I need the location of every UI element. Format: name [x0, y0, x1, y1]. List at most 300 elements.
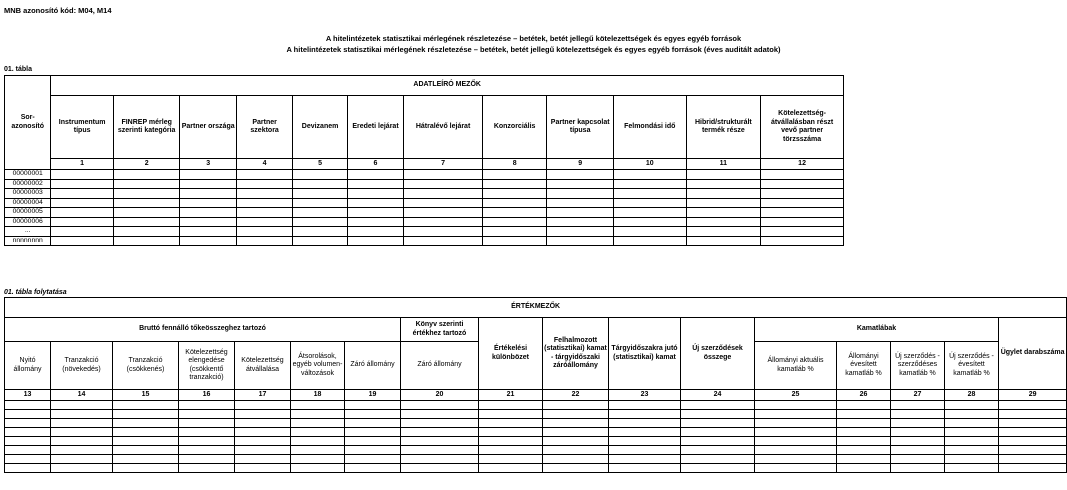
empty-cell: [755, 401, 837, 410]
empty-cell: [479, 464, 543, 473]
empty-cell: [236, 179, 292, 189]
empty-cell: [404, 189, 483, 199]
empty-cell: [891, 419, 945, 428]
table1-col-number: 12: [761, 159, 844, 170]
empty-cell: [51, 464, 113, 473]
empty-cell: [543, 455, 609, 464]
empty-cell: [686, 189, 761, 199]
empty-cell: [236, 217, 292, 227]
table2-col-number: 25: [755, 390, 837, 401]
empty-cell: [891, 401, 945, 410]
empty-cell: [999, 401, 1067, 410]
empty-cell: [5, 428, 51, 437]
empty-cell: [347, 227, 403, 237]
empty-cell: [681, 446, 755, 455]
table2-col-header: Új szerződés - szerződéses kamatláb %: [891, 342, 945, 390]
empty-cell: [235, 419, 291, 428]
value-fields-header: ÉRTÉKMEZŐK: [5, 298, 1067, 318]
col23-header: Tárgyidőszakra jutó (statisztikai) kamat: [609, 318, 681, 390]
empty-cell: [609, 437, 681, 446]
empty-cell: [51, 455, 113, 464]
col24-header: Új szerződések összege: [681, 318, 755, 390]
empty-cell: [180, 170, 236, 180]
empty-cell: [837, 419, 891, 428]
table2-col-header: Tranzakció (növekedés): [51, 342, 113, 390]
table-row: [5, 189, 844, 199]
empty-cell: [401, 446, 479, 455]
empty-cell: [404, 170, 483, 180]
empty-cell: [479, 410, 543, 419]
empty-cell: [686, 236, 761, 246]
empty-cell: [293, 217, 347, 227]
empty-cell: [5, 419, 51, 428]
empty-cell: [543, 464, 609, 473]
empty-cell: [291, 410, 345, 419]
table2-col-number: 13: [5, 390, 51, 401]
empty-cell: [609, 455, 681, 464]
empty-cell: [761, 208, 844, 218]
empty-cell: [113, 455, 179, 464]
empty-cell: [999, 455, 1067, 464]
table1-col-number: 4: [236, 159, 292, 170]
empty-cell: [891, 410, 945, 419]
empty-cell: [761, 236, 844, 246]
empty-cell: [5, 464, 51, 473]
empty-cell: [609, 419, 681, 428]
empty-cell: [945, 464, 999, 473]
table1-col-header: Hátralévő lejárat: [404, 96, 483, 159]
row-id-cell: nnnnnnnn: [5, 236, 51, 246]
empty-cell: [609, 446, 681, 455]
empty-cell: [482, 208, 547, 218]
empty-cell: [235, 446, 291, 455]
empty-cell: [113, 428, 179, 437]
empty-cell: [180, 179, 236, 189]
empty-cell: [543, 401, 609, 410]
table1-col-header: Partner országa: [180, 96, 236, 159]
table1-col-header: Hibrid/strukturált termék része: [686, 96, 761, 159]
empty-cell: [945, 455, 999, 464]
empty-cell: [999, 428, 1067, 437]
empty-cell: [51, 179, 114, 189]
table2-col-header: Állományi évesített kamatláb %: [837, 342, 891, 390]
empty-cell: [681, 464, 755, 473]
empty-cell: [547, 170, 614, 180]
empty-cell: [51, 227, 114, 237]
empty-cell: [51, 419, 113, 428]
empty-cell: [613, 227, 686, 237]
empty-cell: [482, 189, 547, 199]
empty-cell: [999, 437, 1067, 446]
empty-cell: [479, 446, 543, 455]
empty-cell: [543, 446, 609, 455]
empty-cell: [293, 189, 347, 199]
row-id-cell: 00000004: [5, 198, 51, 208]
empty-cell: [404, 198, 483, 208]
empty-cell: [347, 236, 403, 246]
empty-cell: [681, 410, 755, 419]
table1-col-number: 5: [293, 159, 347, 170]
empty-cell: [113, 189, 180, 199]
table1-col-header: Konzorciális: [482, 96, 547, 159]
empty-cell: [113, 419, 179, 428]
table1-col-number: 1: [51, 159, 114, 170]
empty-cell: [179, 410, 235, 419]
empty-cell: [293, 179, 347, 189]
empty-cell: [235, 437, 291, 446]
table2-col-number: 27: [891, 390, 945, 401]
table2-col-header: Kötelezettség átvállalása: [235, 342, 291, 390]
empty-cell: [113, 179, 180, 189]
empty-cell: [609, 464, 681, 473]
empty-cell: [891, 437, 945, 446]
empty-cell: [51, 437, 113, 446]
table2-col-number: 22: [543, 390, 609, 401]
table2-value-fields-grid: [4, 297, 1067, 473]
empty-cell: [293, 198, 347, 208]
empty-cell: [686, 170, 761, 180]
empty-cell: [347, 198, 403, 208]
table-row: [5, 455, 1067, 464]
empty-cell: [891, 464, 945, 473]
empty-cell: [613, 198, 686, 208]
empty-cell: [236, 236, 292, 246]
table2-col-header: Új szerződés - évesített kamatláb %: [945, 342, 999, 390]
empty-cell: [761, 217, 844, 227]
table2-col-number: 26: [837, 390, 891, 401]
empty-cell: [345, 446, 401, 455]
empty-cell: [945, 428, 999, 437]
empty-cell: [236, 170, 292, 180]
table1-col-header: Kötelezettség-átvállalásban részt vevő partner törzsszáma: [761, 96, 844, 159]
table1-col-number: 6: [347, 159, 403, 170]
empty-cell: [482, 179, 547, 189]
table2-col-number: 23: [609, 390, 681, 401]
empty-cell: [235, 428, 291, 437]
empty-cell: [755, 446, 837, 455]
empty-cell: [837, 401, 891, 410]
empty-cell: [180, 227, 236, 237]
table2-col-number: 29: [999, 390, 1067, 401]
table-row: [5, 227, 844, 237]
table-row: [5, 179, 844, 189]
empty-cell: [547, 198, 614, 208]
empty-cell: [291, 464, 345, 473]
empty-cell: [761, 227, 844, 237]
empty-cell: [5, 446, 51, 455]
table2-col-header: Átsorolások, egyéb volumen-változások: [291, 342, 345, 390]
empty-cell: [347, 189, 403, 199]
empty-cell: [179, 464, 235, 473]
empty-cell: [345, 455, 401, 464]
empty-cell: [999, 446, 1067, 455]
table-row: [5, 208, 844, 218]
empty-cell: [482, 217, 547, 227]
empty-cell: [999, 419, 1067, 428]
table2-col-number: 20: [401, 390, 479, 401]
empty-cell: [547, 217, 614, 227]
empty-cell: [686, 208, 761, 218]
empty-cell: [404, 208, 483, 218]
table-row: [5, 170, 844, 180]
empty-cell: [479, 428, 543, 437]
empty-cell: [293, 170, 347, 180]
table2-col-number: 19: [345, 390, 401, 401]
table-row: [5, 419, 1067, 428]
empty-cell: [945, 410, 999, 419]
empty-cell: [547, 227, 614, 237]
empty-cell: [293, 227, 347, 237]
table-row: [5, 464, 1067, 473]
empty-cell: [609, 428, 681, 437]
mnb-code-label: MNB azonosító kód: M04, M14: [4, 6, 112, 15]
empty-cell: [404, 217, 483, 227]
table1-col-number: 3: [180, 159, 236, 170]
empty-cell: [613, 217, 686, 227]
empty-cell: [51, 189, 114, 199]
empty-cell: [293, 208, 347, 218]
empty-cell: [613, 179, 686, 189]
empty-cell: [681, 401, 755, 410]
empty-cell: [609, 401, 681, 410]
table1-col-header: Partner kapcsolat típusa: [547, 96, 614, 159]
empty-cell: [113, 236, 180, 246]
empty-cell: [179, 455, 235, 464]
empty-cell: [547, 208, 614, 218]
table2-col-header: Állományi aktuális kamatláb %: [755, 342, 837, 390]
empty-cell: [179, 428, 235, 437]
empty-cell: [5, 455, 51, 464]
empty-cell: [755, 410, 837, 419]
row-id-cell: 00000003: [5, 189, 51, 199]
empty-cell: [686, 227, 761, 237]
empty-cell: [291, 428, 345, 437]
empty-cell: [482, 236, 547, 246]
empty-cell: [837, 446, 891, 455]
empty-cell: [51, 217, 114, 227]
table2-col-number: 28: [945, 390, 999, 401]
empty-cell: [236, 198, 292, 208]
empty-cell: [401, 419, 479, 428]
empty-cell: [404, 227, 483, 237]
empty-cell: [236, 208, 292, 218]
table2-label: 01. tábla folytatása: [4, 289, 67, 296]
row-id-cell: 00000001: [5, 170, 51, 180]
report-title-line-2: A hitelintézetek statisztikai mérlegének részletezése – betétek, betét jellegű kötelezettségek és egyes egyéb források (éves auditált adatok): [286, 45, 781, 54]
empty-cell: [51, 401, 113, 410]
empty-cell: [113, 446, 179, 455]
table-row: [5, 217, 844, 227]
empty-cell: [479, 437, 543, 446]
col29-header: Ügylet darabszáma: [999, 318, 1067, 390]
empty-cell: [681, 455, 755, 464]
empty-cell: [291, 419, 345, 428]
empty-cell: [5, 437, 51, 446]
table2-col-header: Tranzakció (csökkenés): [113, 342, 179, 390]
empty-cell: [113, 227, 180, 237]
empty-cell: [404, 179, 483, 189]
empty-cell: [51, 198, 114, 208]
book-value-subheader: Könyv szerinti értékhez tartozó: [401, 318, 479, 342]
empty-cell: [180, 208, 236, 218]
empty-cell: [891, 455, 945, 464]
empty-cell: [5, 410, 51, 419]
table2-col-number: 14: [51, 390, 113, 401]
empty-cell: [51, 428, 113, 437]
table1-col-number: 9: [547, 159, 614, 170]
table2-col-header: Nyitó állomány: [5, 342, 51, 390]
empty-cell: [291, 437, 345, 446]
empty-cell: [113, 464, 179, 473]
table-row: [5, 401, 1067, 410]
table2-col-header: Záró állomány: [345, 342, 401, 390]
interest-rates-subheader: Kamatlábak: [755, 318, 999, 342]
empty-cell: [113, 217, 180, 227]
empty-cell: [51, 446, 113, 455]
empty-cell: [113, 437, 179, 446]
empty-cell: [479, 419, 543, 428]
empty-cell: [837, 464, 891, 473]
empty-cell: [113, 401, 179, 410]
empty-cell: [291, 446, 345, 455]
empty-cell: [543, 428, 609, 437]
empty-cell: [686, 198, 761, 208]
empty-cell: [404, 236, 483, 246]
table1-label: 01. tábla: [4, 66, 33, 73]
empty-cell: [681, 437, 755, 446]
empty-cell: [180, 217, 236, 227]
empty-cell: [837, 428, 891, 437]
empty-cell: [999, 410, 1067, 419]
empty-cell: [761, 170, 844, 180]
empty-cell: [837, 410, 891, 419]
table2-col-header: Kötelezettség elengedése (csökkentő tranzakció): [179, 342, 235, 390]
table2-col-number: 15: [113, 390, 179, 401]
empty-cell: [945, 446, 999, 455]
empty-cell: [51, 170, 114, 180]
row-id-cell: 00000005: [5, 208, 51, 218]
gross-principal-subheader: Bruttó fennálló tőkeösszeghez tartozó: [5, 318, 401, 342]
table2-col-number: 16: [179, 390, 235, 401]
table1-col-header: Eredeti lejárat: [347, 96, 403, 159]
table2-col-number: 17: [235, 390, 291, 401]
empty-cell: [609, 410, 681, 419]
empty-cell: [179, 437, 235, 446]
empty-cell: [891, 446, 945, 455]
table2-col-number: 24: [681, 390, 755, 401]
col22-header: Felhalmozott (statisztikai) kamat - tárgyidőszaki záróállomány: [543, 318, 609, 390]
empty-cell: [837, 455, 891, 464]
table1-col-header: Instrumentum típus: [51, 96, 114, 159]
empty-cell: [51, 236, 114, 246]
table1-col-number: 8: [482, 159, 547, 170]
empty-cell: [293, 236, 347, 246]
empty-cell: [755, 455, 837, 464]
empty-cell: [681, 428, 755, 437]
empty-cell: [235, 455, 291, 464]
empty-cell: [482, 170, 547, 180]
empty-cell: [613, 208, 686, 218]
empty-cell: [613, 189, 686, 199]
table1-col-number: 2: [113, 159, 180, 170]
empty-cell: [235, 410, 291, 419]
empty-cell: [345, 419, 401, 428]
empty-cell: [345, 401, 401, 410]
empty-cell: [681, 419, 755, 428]
empty-cell: [761, 189, 844, 199]
empty-cell: [755, 437, 837, 446]
table2-col-header: Záró állomány: [401, 342, 479, 390]
table1-data-descriptor-grid: [4, 75, 844, 246]
empty-cell: [236, 189, 292, 199]
table1-col-header: FINREP mérleg szerinti kategória: [113, 96, 180, 159]
empty-cell: [347, 208, 403, 218]
empty-cell: [945, 401, 999, 410]
row-id-cell: ...: [5, 227, 51, 237]
table1-col-number: 7: [404, 159, 483, 170]
empty-cell: [755, 419, 837, 428]
descriptor-fields-header: ADATLEÍRÓ MEZŐK: [51, 76, 844, 96]
table-row: [5, 428, 1067, 437]
empty-cell: [613, 236, 686, 246]
table1-col-header: Partner szektora: [236, 96, 292, 159]
empty-cell: [180, 189, 236, 199]
empty-cell: [179, 419, 235, 428]
row-id-cell: 00000002: [5, 179, 51, 189]
empty-cell: [401, 410, 479, 419]
empty-cell: [179, 446, 235, 455]
empty-cell: [401, 464, 479, 473]
empty-cell: [479, 401, 543, 410]
table-row: [5, 446, 1067, 455]
empty-cell: [479, 455, 543, 464]
row-id-header: Sor-azonosító: [5, 76, 51, 170]
empty-cell: [543, 419, 609, 428]
empty-cell: [5, 401, 51, 410]
empty-cell: [945, 437, 999, 446]
empty-cell: [891, 428, 945, 437]
empty-cell: [113, 410, 179, 419]
empty-cell: [755, 428, 837, 437]
empty-cell: [547, 236, 614, 246]
empty-cell: [51, 208, 114, 218]
empty-cell: [613, 170, 686, 180]
table2-col-number: 21: [479, 390, 543, 401]
empty-cell: [180, 198, 236, 208]
empty-cell: [179, 401, 235, 410]
report-title-line-1: A hitelintézetek statisztikai mérlegének részletezése – betétek, betét jellegű kötelezettségek és egyes egyéb források: [325, 34, 742, 43]
empty-cell: [686, 179, 761, 189]
empty-cell: [345, 437, 401, 446]
empty-cell: [999, 464, 1067, 473]
empty-cell: [235, 401, 291, 410]
empty-cell: [547, 189, 614, 199]
table1-col-number: 10: [613, 159, 686, 170]
empty-cell: [113, 208, 180, 218]
empty-cell: [401, 401, 479, 410]
table-row: [5, 198, 844, 208]
table1-col-number: 11: [686, 159, 761, 170]
empty-cell: [401, 437, 479, 446]
empty-cell: [291, 455, 345, 464]
empty-cell: [401, 428, 479, 437]
table-row: [5, 410, 1067, 419]
table1-col-header: Devizanem: [293, 96, 347, 159]
empty-cell: [401, 455, 479, 464]
empty-cell: [482, 227, 547, 237]
empty-cell: [345, 428, 401, 437]
empty-cell: [837, 437, 891, 446]
